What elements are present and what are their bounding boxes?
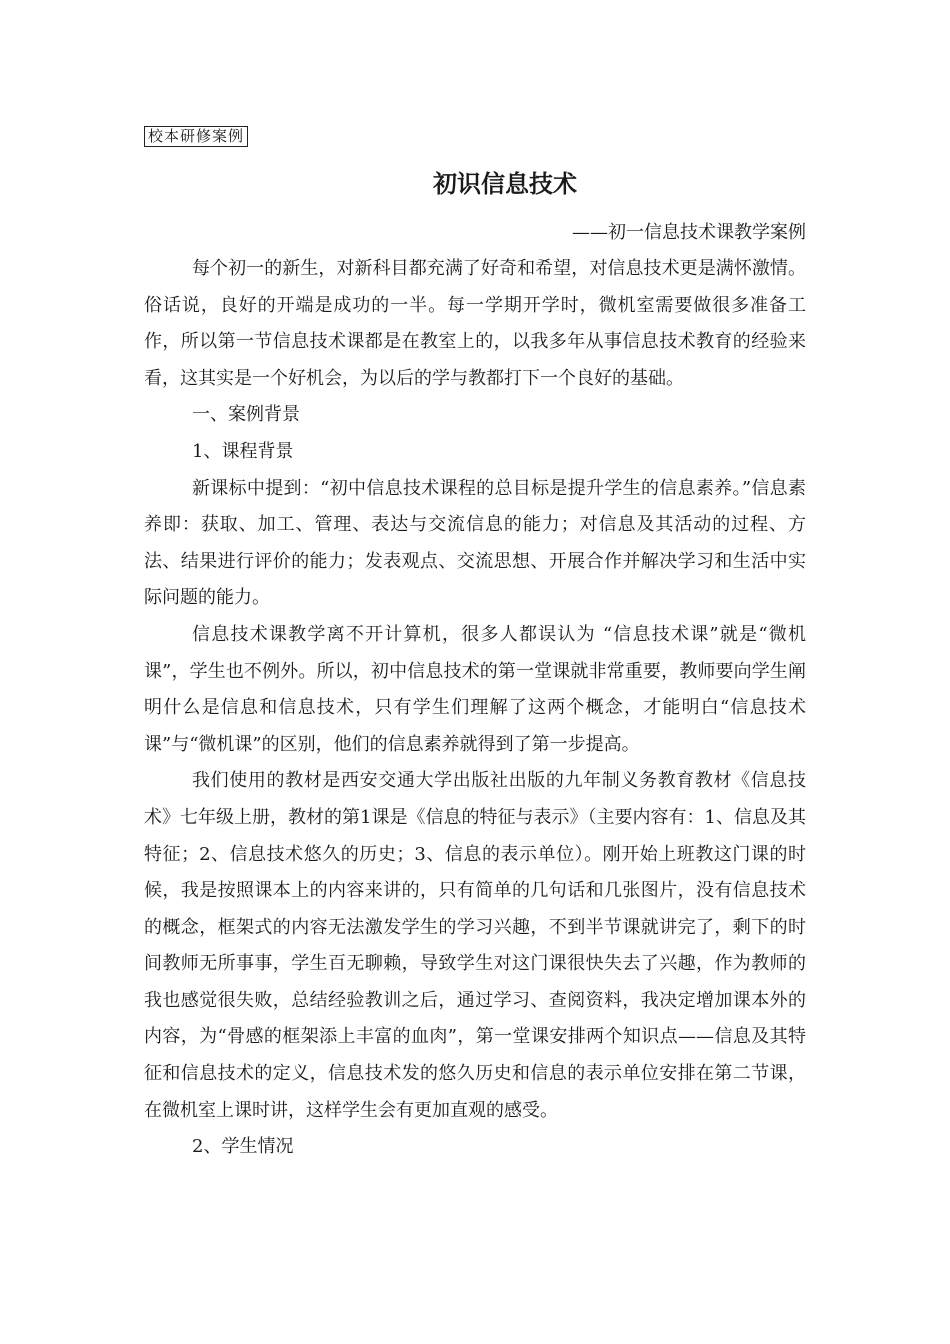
category-tag: 校本研修案例: [144, 126, 248, 147]
document-subtitle: ——初一信息技术课教学案例: [572, 222, 806, 243]
subsection-heading-students: 2、学生情况: [192, 1136, 294, 1158]
document-body: [144, 251, 806, 1166]
computer-class-paragraph: 信息技术课教学离不开计算机，很多人都误认为 “信息技术课”就是“微机课”，学生也不例外。所以，初中信息技术的第一堂课就非常重要，教师要向学生阐明什么是信息和信息技术，只有学生们理解了这两个概念，才能明白“信息技术课”与“微机课”的区别，他们的信息素养就得到了第一步提高。: [144, 623, 806, 755]
document-title: 初识信息技术: [433, 170, 577, 198]
intro-paragraph: 每个初一的新生，对新科目都充满了好奇和希望，对信息技术更是满怀激情。俗话说，良好的开端是成功的一半。每一学期开学时，微机室需要做很多准备工作，所以第一节信息技术课都是在教室上的，以我多年从事信息技术教育的经验来看，这其实是一个好机会，为以后的学与教都打下一个良好的基础。: [144, 258, 806, 389]
subsection-heading-course: 1、课程背景: [192, 440, 294, 462]
course-background-paragraph: 新课标中提到：“初中信息技术课程的总目标是提升学生的信息素养。”信息素养即：获取、加工、管理、表达与交流信息的能力；对信息及其活动的过程、方法、结果进行评价的能力；发表观点、交流思想、开展合作并解决学习和生活中实际问题的能力。: [144, 477, 806, 609]
section-heading-background: 一、案例背景: [192, 404, 300, 426]
textbook-paragraph: 我们使用的教材是西安交通大学出版社出版的九年制义务教育教材《信息技术》七年级上册，教材的第1课是《信息的特征与表示》（主要内容有：1、信息及其特征；2、信息技术悠久的历史；3、信息的表示单位）。刚开始上班教这门课的时候，我是按照课本上的内容来讲的，只有简单的几句话和几张图片，没有信息技术的概念，框架式的内容无法激发学生的学习兴趣，不到半节课就讲完了，剩下的时间教师无所事事，学生百无聊赖，导致学生对这门课很快失去了兴趣，作为教师的我也感觉很失败，总结经验教训之后，通过学习、查阅资料，我决定增加课本外的内容，为“骨感的框架添上丰富的血肉”，第一堂课安排两个知识点——信息及其特征和信息技术的定义，信息技术发的悠久历史和信息的表示单位安排在第二节课，在微机室上课时讲，这样学生会有更加直观的感受。: [144, 770, 806, 1121]
